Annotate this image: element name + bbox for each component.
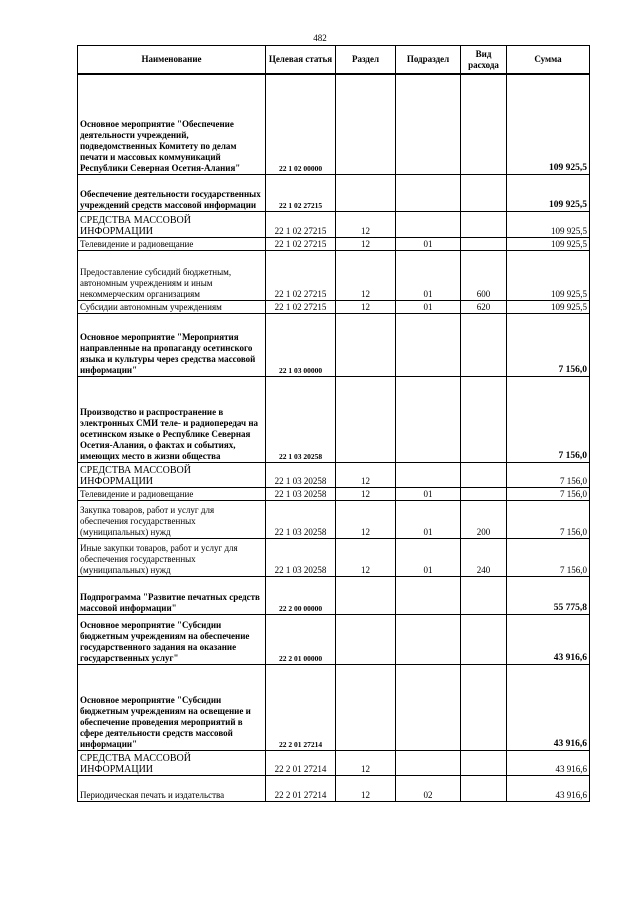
cell-section (336, 576, 396, 614)
cell-exptype (461, 775, 507, 801)
cell-target: 22 1 02 27215 (266, 174, 336, 211)
cell-exptype (461, 664, 507, 750)
cell-sum: 109 925,5 (507, 237, 590, 250)
cell-section (336, 614, 396, 664)
header-exptype: Вид расхода (461, 46, 507, 75)
table-row (78, 750, 590, 775)
cell-sum: 109 925,5 (507, 300, 590, 313)
table-header-row (78, 46, 590, 75)
cell-target: 22 1 02 00000 (266, 74, 336, 174)
cell-sum: 109 925,5 (507, 250, 590, 300)
table-row (78, 614, 590, 664)
cell-section: 12 (336, 538, 396, 576)
cell-target: 22 2 01 27214 (266, 750, 336, 775)
cell-sum: 43 916,6 (507, 775, 590, 801)
cell-sum: 7 156,0 (507, 500, 590, 538)
table-row (78, 313, 590, 376)
cell-subsection: 01 (396, 500, 461, 538)
page-number: 482 (313, 33, 327, 43)
table-body (78, 74, 590, 801)
cell-section: 12 (336, 211, 396, 237)
cell-section (336, 376, 396, 462)
cell-exptype (461, 313, 507, 376)
cell-section (336, 313, 396, 376)
cell-subsection: 02 (396, 775, 461, 801)
cell-target: 22 1 03 20258 (266, 500, 336, 538)
cell-name: Основное мероприятие "Обеспечение деятельности учреждений, подведомственных Комитету по делам печати и массовых коммуникаций Республики Северная Осетия-Алания" (78, 74, 266, 174)
header-section: Раздел (336, 46, 396, 75)
cell-exptype (461, 376, 507, 462)
cell-section: 12 (336, 462, 396, 487)
cell-name: СРЕДСТВА МАССОВОЙ ИНФОРМАЦИИ (78, 462, 266, 487)
cell-exptype (461, 462, 507, 487)
cell-name: Закупка товаров, работ и услуг для обеспечения государственных (муниципальных) нужд (78, 500, 266, 538)
table-row (78, 775, 590, 801)
cell-subsection (396, 174, 461, 211)
header-target: Целевая статья (266, 46, 336, 75)
cell-sum: 109 925,5 (507, 211, 590, 237)
cell-exptype (461, 211, 507, 237)
table-row (78, 74, 590, 174)
header-subsection: Подраздел (396, 46, 461, 75)
cell-target: 22 1 03 20258 (266, 462, 336, 487)
cell-sum: 109 925,5 (507, 174, 590, 211)
cell-subsection: 01 (396, 237, 461, 250)
cell-name: Основное мероприятие "Мероприятия направленные на пропаганду осетинского языка и культуры через средства массовой информации" (78, 313, 266, 376)
cell-sum: 7 156,0 (507, 462, 590, 487)
cell-target: 22 1 03 00000 (266, 313, 336, 376)
cell-target: 22 2 01 27214 (266, 664, 336, 750)
cell-exptype: 620 (461, 300, 507, 313)
cell-exptype: 200 (461, 500, 507, 538)
cell-target: 22 1 02 27215 (266, 211, 336, 237)
cell-target: 22 1 03 20258 (266, 538, 336, 576)
cell-exptype: 240 (461, 538, 507, 576)
cell-target: 22 1 03 20258 (266, 376, 336, 462)
table-row (78, 487, 590, 500)
cell-exptype (461, 174, 507, 211)
cell-section (336, 664, 396, 750)
cell-name: Телевидение и радиовещание (78, 237, 266, 250)
cell-sum: 109 925,5 (507, 74, 590, 174)
cell-exptype (461, 614, 507, 664)
cell-subsection: 01 (396, 300, 461, 313)
cell-subsection: 01 (396, 250, 461, 300)
cell-sum: 43 916,6 (507, 750, 590, 775)
cell-subsection (396, 313, 461, 376)
cell-subsection (396, 750, 461, 775)
cell-sum: 7 156,0 (507, 376, 590, 462)
cell-section: 12 (336, 750, 396, 775)
cell-name: Основное мероприятие "Субсидии бюджетным учреждениям на обеспечение государственного задания на оказание государственных услуг" (78, 614, 266, 664)
table-row (78, 237, 590, 250)
table-row (78, 376, 590, 462)
cell-exptype (461, 576, 507, 614)
header-name: Наименование (78, 46, 266, 75)
cell-subsection (396, 211, 461, 237)
cell-subsection: 01 (396, 538, 461, 576)
cell-exptype (461, 487, 507, 500)
table-row (78, 211, 590, 237)
cell-subsection (396, 664, 461, 750)
cell-name: Иные закупки товаров, работ и услуг для обеспечения государственных (муниципальных) нужд (78, 538, 266, 576)
cell-exptype: 600 (461, 250, 507, 300)
cell-name: СРЕДСТВА МАССОВОЙ ИНФОРМАЦИИ (78, 211, 266, 237)
cell-name: Обеспечение деятельности государственных учреждений средств массовой информации (78, 174, 266, 211)
cell-subsection (396, 462, 461, 487)
cell-subsection (396, 74, 461, 174)
cell-section: 12 (336, 487, 396, 500)
table-row (78, 538, 590, 576)
cell-sum: 7 156,0 (507, 313, 590, 376)
cell-section: 12 (336, 775, 396, 801)
cell-subsection: 01 (396, 487, 461, 500)
cell-target: 22 1 03 20258 (266, 487, 336, 500)
cell-subsection (396, 614, 461, 664)
cell-target: 22 1 02 27215 (266, 250, 336, 300)
cell-subsection (396, 576, 461, 614)
cell-name: Предоставление субсидий бюджетным, автономным учреждениям и иным некоммерческим организациям (78, 250, 266, 300)
table-row (78, 300, 590, 313)
cell-exptype (461, 237, 507, 250)
cell-name: Производство и распространение в электронных СМИ теле- и радиопередач на осетинском языке о Республике Северная Осетия-Алания, о фактах и событиях, имеющих место в жизни общества (78, 376, 266, 462)
cell-subsection (396, 376, 461, 462)
cell-section: 12 (336, 500, 396, 538)
cell-name: Подпрограмма "Развитие печатных средств массовой информации" (78, 576, 266, 614)
cell-section (336, 74, 396, 174)
table-row (78, 462, 590, 487)
cell-section (336, 174, 396, 211)
cell-sum: 7 156,0 (507, 538, 590, 576)
cell-exptype (461, 750, 507, 775)
cell-name: СРЕДСТВА МАССОВОЙ ИНФОРМАЦИИ (78, 750, 266, 775)
cell-sum: 7 156,0 (507, 487, 590, 500)
cell-section: 12 (336, 300, 396, 313)
cell-sum: 55 775,8 (507, 576, 590, 614)
cell-target: 22 1 02 27215 (266, 300, 336, 313)
cell-name: Периодическая печать и издательства (78, 775, 266, 801)
table-row (78, 664, 590, 750)
cell-section: 12 (336, 237, 396, 250)
cell-sum: 43 916,6 (507, 664, 590, 750)
cell-exptype (461, 74, 507, 174)
cell-sum: 43 916,6 (507, 614, 590, 664)
cell-name: Субсидии автономным учреждениям (78, 300, 266, 313)
header-sum: Сумма (507, 46, 590, 75)
table-row (78, 500, 590, 538)
table-row (78, 174, 590, 211)
table-row (78, 250, 590, 300)
budget-table (77, 45, 590, 802)
cell-target: 22 2 01 00000 (266, 614, 336, 664)
cell-name: Телевидение и радиовещание (78, 487, 266, 500)
table-row (78, 576, 590, 614)
cell-target: 22 2 00 00000 (266, 576, 336, 614)
cell-name: Основное мероприятие "Субсидии бюджетным учреждениям на освещение и обеспечение проведения мероприятий в сфере деятельности средств массовой информации" (78, 664, 266, 750)
cell-target: 22 2 01 27214 (266, 775, 336, 801)
cell-section: 12 (336, 250, 396, 300)
cell-target: 22 1 02 27215 (266, 237, 336, 250)
